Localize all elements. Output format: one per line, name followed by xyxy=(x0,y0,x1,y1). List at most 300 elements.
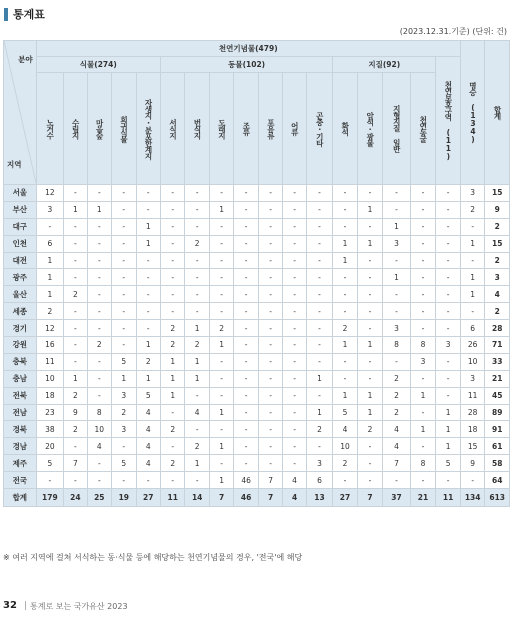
table-cell: - xyxy=(460,472,484,489)
table-cell: 4 xyxy=(136,455,160,472)
table-cell: - xyxy=(209,353,233,370)
table-cell: 27 xyxy=(333,489,357,507)
table-cell: - xyxy=(87,218,111,235)
table-cell: 2 xyxy=(485,303,510,320)
table-cell: 1 xyxy=(160,387,184,404)
table-cell: - xyxy=(306,303,333,320)
table-cell: - xyxy=(258,404,282,421)
table-cell: 5 xyxy=(436,455,461,472)
table-cell: - xyxy=(357,438,382,455)
table-cell: - xyxy=(333,201,357,218)
table-cell: 2 xyxy=(485,252,510,269)
table-cell: - xyxy=(258,387,282,404)
table-cell: 91 xyxy=(485,421,510,438)
table-cell: 2 xyxy=(333,320,357,337)
table-cell: - xyxy=(87,472,111,489)
col-header: 지형지질 일반 xyxy=(383,73,411,185)
table-cell: - xyxy=(333,353,357,370)
table-cell: - xyxy=(209,387,233,404)
table-cell: 8 xyxy=(410,455,435,472)
table-cell: 1 xyxy=(209,337,233,354)
table-cell: 1 xyxy=(383,269,411,286)
col-header: 화석 xyxy=(333,73,357,185)
table-cell: - xyxy=(87,252,111,269)
table-cell: 24 xyxy=(64,489,87,507)
row-region-label: 부산 xyxy=(4,201,37,218)
table-cell: 1 xyxy=(357,235,382,252)
table-cell: - xyxy=(306,320,333,337)
col-header-scenic: 명승 (134) xyxy=(460,41,484,185)
table-cell: - xyxy=(410,185,435,202)
table-cell: 1 xyxy=(460,286,484,303)
table-cell: - xyxy=(333,286,357,303)
table-cell: - xyxy=(306,438,333,455)
table-cell: - xyxy=(306,252,333,269)
table-cell: 1 xyxy=(112,370,136,387)
table-cell: 61 xyxy=(485,438,510,455)
table-cell: - xyxy=(36,472,64,489)
table-cell: 9 xyxy=(460,455,484,472)
table-cell: 1 xyxy=(36,252,64,269)
table-cell: - xyxy=(185,421,209,438)
table-cell: - xyxy=(357,252,382,269)
table-cell: 2 xyxy=(460,201,484,218)
sum-row xyxy=(4,489,510,507)
table-cell: 1 xyxy=(36,286,64,303)
table-cell: - xyxy=(283,337,306,354)
table-cell: - xyxy=(283,235,306,252)
table-cell: - xyxy=(209,303,233,320)
row-region-label: 세종 xyxy=(4,303,37,320)
table-cell: - xyxy=(283,218,306,235)
table-cell: - xyxy=(234,303,258,320)
row-region-label: 강원 xyxy=(4,337,37,354)
table-cell: 13 xyxy=(306,489,333,507)
table-cell: 3 xyxy=(112,387,136,404)
table-cell: - xyxy=(64,438,87,455)
page-number: 32 xyxy=(3,600,17,611)
table-cell: 37 xyxy=(383,489,411,507)
table-cell: - xyxy=(234,421,258,438)
table-cell: - xyxy=(436,252,461,269)
table-cell: - xyxy=(87,370,111,387)
table-cell: - xyxy=(234,387,258,404)
table-cell: - xyxy=(410,235,435,252)
table-cell: 11 xyxy=(460,387,484,404)
col-header: 곤충·기타 xyxy=(306,73,333,185)
table-cell: - xyxy=(185,387,209,404)
table-cell: 1 xyxy=(460,269,484,286)
table-cell: - xyxy=(160,185,184,202)
table-cell: 1 xyxy=(333,235,357,252)
table-cell: - xyxy=(64,320,87,337)
table-cell: - xyxy=(410,218,435,235)
col-header: 자생지·분포한계지 xyxy=(136,73,160,185)
col-header: 암석·광물 xyxy=(357,73,382,185)
table-cell: - xyxy=(136,286,160,303)
table-cell: 1 xyxy=(64,201,87,218)
table-cell: - xyxy=(160,404,184,421)
table-cell: 2 xyxy=(160,455,184,472)
table-cell: - xyxy=(436,286,461,303)
col-header: 포유류 xyxy=(258,73,282,185)
table-cell: - xyxy=(283,404,306,421)
table-cell: - xyxy=(357,370,382,387)
table-cell: - xyxy=(357,455,382,472)
table-cell: - xyxy=(410,286,435,303)
table-cell: 3 xyxy=(112,421,136,438)
table-cell: - xyxy=(436,303,461,320)
table-cell: - xyxy=(410,320,435,337)
table-cell: - xyxy=(283,252,306,269)
table-cell: - xyxy=(234,269,258,286)
col-header: 희귀식물 xyxy=(112,73,136,185)
table-cell: 3 xyxy=(383,320,411,337)
table-cell: 15 xyxy=(485,235,510,252)
table-cell: 21 xyxy=(485,370,510,387)
table-row xyxy=(4,185,510,202)
table-cell: 2 xyxy=(136,353,160,370)
corner-label-region: 지역 xyxy=(7,160,22,169)
table-cell: - xyxy=(160,303,184,320)
table-cell: 10 xyxy=(36,370,64,387)
table-cell: 1 xyxy=(410,387,435,404)
table-cell: 2 xyxy=(383,387,411,404)
table-cell: - xyxy=(234,337,258,354)
row-region-label: 인천 xyxy=(4,235,37,252)
table-cell: 2 xyxy=(160,421,184,438)
table-cell: 1 xyxy=(410,421,435,438)
table-cell: 1 xyxy=(136,337,160,354)
table-cell: 64 xyxy=(485,472,510,489)
table-cell: 3 xyxy=(436,337,461,354)
table-cell: - xyxy=(209,370,233,387)
col-header: 노거수 xyxy=(36,73,64,185)
table-cell: 18 xyxy=(460,421,484,438)
table-cell: 1 xyxy=(306,404,333,421)
table-cell: 2 xyxy=(112,404,136,421)
table-cell: - xyxy=(258,269,282,286)
table-cell: - xyxy=(410,252,435,269)
table-cell: 58 xyxy=(485,455,510,472)
table-cell: - xyxy=(209,286,233,303)
statistics-table xyxy=(3,40,510,507)
table-cell: - xyxy=(64,218,87,235)
table-cell: 7 xyxy=(258,489,282,507)
table-cell: 4 xyxy=(283,472,306,489)
table-row xyxy=(4,353,510,370)
table-cell: - xyxy=(87,235,111,252)
table-cell: - xyxy=(258,286,282,303)
table-cell: - xyxy=(333,370,357,387)
table-cell: 4 xyxy=(383,421,411,438)
group-top-header: 천연기념물(479) xyxy=(36,41,460,57)
table-cell: - xyxy=(333,218,357,235)
table-cell: 16 xyxy=(36,337,64,354)
table-cell: 1 xyxy=(185,455,209,472)
table-cell: - xyxy=(436,218,461,235)
table-cell: - xyxy=(333,303,357,320)
row-region-label: 충북 xyxy=(4,353,37,370)
table-cell: - xyxy=(87,320,111,337)
table-cell: - xyxy=(87,286,111,303)
table-cell: 10 xyxy=(333,438,357,455)
table-cell: - xyxy=(283,421,306,438)
table-cell: - xyxy=(136,320,160,337)
table-row xyxy=(4,269,510,286)
table-cell: - xyxy=(306,337,333,354)
table-cell: 1 xyxy=(306,370,333,387)
table-cell: - xyxy=(436,269,461,286)
table-cell: 1 xyxy=(136,235,160,252)
table-cell: - xyxy=(209,269,233,286)
table-cell: - xyxy=(64,185,87,202)
table-cell: - xyxy=(209,455,233,472)
table-cell: - xyxy=(383,252,411,269)
row-region-label: 대구 xyxy=(4,218,37,235)
table-cell: - xyxy=(283,370,306,387)
table-body xyxy=(4,185,510,507)
table-cell: - xyxy=(160,286,184,303)
table-cell: - xyxy=(185,303,209,320)
col-header-protected-area: 천연보호구역 (11) xyxy=(436,57,461,185)
table-cell: - xyxy=(258,185,282,202)
col-header: 천연동굴 xyxy=(410,73,435,185)
table-cell: - xyxy=(185,185,209,202)
table-cell: 9 xyxy=(64,404,87,421)
table-cell: 1 xyxy=(136,218,160,235)
table-row xyxy=(4,320,510,337)
table-row xyxy=(4,455,510,472)
table-cell: 25 xyxy=(87,489,111,507)
table-cell: 1 xyxy=(185,320,209,337)
table-cell: - xyxy=(283,353,306,370)
row-region-label: 대전 xyxy=(4,252,37,269)
table-cell: 20 xyxy=(36,438,64,455)
table-cell: 1 xyxy=(333,337,357,354)
table-cell: 71 xyxy=(485,337,510,354)
table-cell: - xyxy=(185,201,209,218)
table-cell: 18 xyxy=(36,387,64,404)
table-row xyxy=(4,438,510,455)
table-cell: 1 xyxy=(436,421,461,438)
table-cell: - xyxy=(87,303,111,320)
table-cell: 1 xyxy=(333,387,357,404)
col-header: 도래지 xyxy=(209,73,233,185)
table-cell: 4 xyxy=(185,404,209,421)
table-cell: - xyxy=(160,235,184,252)
table-cell: - xyxy=(357,185,382,202)
table-cell: - xyxy=(258,421,282,438)
table-cell: - xyxy=(209,252,233,269)
table-cell: - xyxy=(112,286,136,303)
table-cell: - xyxy=(64,472,87,489)
table-cell: 1 xyxy=(64,370,87,387)
table-cell: - xyxy=(112,218,136,235)
table-cell: - xyxy=(234,185,258,202)
table-cell: 9 xyxy=(485,201,510,218)
table-cell: - xyxy=(283,387,306,404)
table-cell: - xyxy=(306,387,333,404)
table-cell: 2 xyxy=(383,404,411,421)
table-cell: - xyxy=(160,472,184,489)
table-cell: 11 xyxy=(160,489,184,507)
table-cell: 7 xyxy=(258,472,282,489)
table-cell: 21 xyxy=(410,489,435,507)
page-title: 통계표 xyxy=(13,8,45,21)
table-cell: 3 xyxy=(460,370,484,387)
table-cell: 12 xyxy=(36,185,64,202)
table-cell: - xyxy=(234,370,258,387)
table-cell: - xyxy=(234,286,258,303)
table-cell: 1 xyxy=(160,370,184,387)
table-cell: 26 xyxy=(460,337,484,354)
row-region-label: 광주 xyxy=(4,269,37,286)
table-cell: - xyxy=(209,218,233,235)
table-cell: - xyxy=(209,235,233,252)
row-region-label: 경남 xyxy=(4,438,37,455)
table-cell: 5 xyxy=(112,455,136,472)
table-cell: - xyxy=(283,185,306,202)
table-row xyxy=(4,286,510,303)
footer-separator: | xyxy=(24,601,28,611)
table-cell: - xyxy=(436,235,461,252)
table-row xyxy=(4,201,510,218)
table-cell: - xyxy=(64,303,87,320)
table-row xyxy=(4,252,510,269)
table-cell: 2 xyxy=(64,421,87,438)
table-cell: 4 xyxy=(87,438,111,455)
table-cell: 3 xyxy=(410,353,435,370)
table-cell: - xyxy=(357,303,382,320)
table-cell: 45 xyxy=(485,387,510,404)
table-cell: 2 xyxy=(185,337,209,354)
table-cell: - xyxy=(410,201,435,218)
table-cell: 89 xyxy=(485,404,510,421)
table-cell: - xyxy=(410,472,435,489)
table-cell: - xyxy=(36,218,64,235)
table-cell: 2 xyxy=(64,286,87,303)
table-cell: - xyxy=(283,303,306,320)
table-cell: 1 xyxy=(160,353,184,370)
table-cell: - xyxy=(112,438,136,455)
table-cell: - xyxy=(87,269,111,286)
table-cell: 38 xyxy=(36,421,64,438)
table-cell: - xyxy=(283,269,306,286)
table-cell: - xyxy=(460,218,484,235)
table-cell: 2 xyxy=(333,455,357,472)
table-cell: 10 xyxy=(460,353,484,370)
table-cell: - xyxy=(112,252,136,269)
table-cell: - xyxy=(160,438,184,455)
table-cell: - xyxy=(185,269,209,286)
table-cell: 5 xyxy=(333,404,357,421)
table-cell: 33 xyxy=(485,353,510,370)
table-cell: - xyxy=(333,472,357,489)
col-header: 어류 xyxy=(283,73,306,185)
table-cell: 1 xyxy=(357,404,382,421)
table-cell: - xyxy=(136,472,160,489)
col-header: 마을숲 xyxy=(87,73,111,185)
table-cell: - xyxy=(436,201,461,218)
table-cell: 28 xyxy=(485,320,510,337)
table-cell: 1 xyxy=(460,235,484,252)
table-row xyxy=(4,370,510,387)
table-cell: 2 xyxy=(306,421,333,438)
table-cell: 3 xyxy=(460,185,484,202)
table-cell: 7 xyxy=(209,489,233,507)
table-cell: - xyxy=(306,235,333,252)
table-cell: - xyxy=(357,286,382,303)
table-cell: - xyxy=(357,472,382,489)
table-cell: - xyxy=(383,201,411,218)
table-cell: 11 xyxy=(36,353,64,370)
table-cell: - xyxy=(185,472,209,489)
table-cell: - xyxy=(283,455,306,472)
table-cell: 1 xyxy=(185,353,209,370)
table-row xyxy=(4,235,510,252)
table-cell: - xyxy=(209,185,233,202)
table-cell: 2 xyxy=(185,438,209,455)
table-cell: 4 xyxy=(136,421,160,438)
table-cell: 2 xyxy=(160,320,184,337)
table-cell: - xyxy=(410,438,435,455)
table-cell: - xyxy=(234,353,258,370)
table-cell: - xyxy=(306,269,333,286)
table-cell: - xyxy=(112,320,136,337)
table-cell: - xyxy=(234,320,258,337)
table-cell: - xyxy=(112,201,136,218)
table-cell: 46 xyxy=(234,472,258,489)
table-cell: 2 xyxy=(383,370,411,387)
table-cell: - xyxy=(436,320,461,337)
table-cell: 5 xyxy=(136,387,160,404)
row-region-label: 경북 xyxy=(4,421,37,438)
table-row xyxy=(4,421,510,438)
table-cell: 134 xyxy=(460,489,484,507)
table-cell: - xyxy=(410,404,435,421)
table-cell: - xyxy=(64,235,87,252)
table-cell: - xyxy=(258,252,282,269)
table-cell: - xyxy=(87,185,111,202)
corner-label-field: 분야 xyxy=(18,55,33,64)
table-cell: 1 xyxy=(87,201,111,218)
table-cell: 1 xyxy=(209,438,233,455)
table-cell: 14 xyxy=(185,489,209,507)
table-cell: - xyxy=(258,337,282,354)
table-cell: 1 xyxy=(357,337,382,354)
table-cell: - xyxy=(112,235,136,252)
table-cell: 27 xyxy=(136,489,160,507)
group-header-geology: 지질(92) xyxy=(333,57,436,73)
table-cell: - xyxy=(136,269,160,286)
row-region-label: 울산 xyxy=(4,286,37,303)
table-cell: 2 xyxy=(209,320,233,337)
table-row xyxy=(4,303,510,320)
row-region-label: 제주 xyxy=(4,455,37,472)
table-cell: 1 xyxy=(436,438,461,455)
table-cell: - xyxy=(112,472,136,489)
reference-date-note: (2023.12.31.기준) (단위: 건) xyxy=(399,27,507,36)
book-title: 통계로 보는 국가유산 2023 xyxy=(30,602,128,611)
table-cell: - xyxy=(136,252,160,269)
table-cell: 1 xyxy=(209,472,233,489)
table-cell: 2 xyxy=(36,303,64,320)
table-cell: - xyxy=(234,404,258,421)
row-region-label: 서울 xyxy=(4,185,37,202)
table-cell: 1 xyxy=(357,201,382,218)
table-cell: - xyxy=(357,353,382,370)
